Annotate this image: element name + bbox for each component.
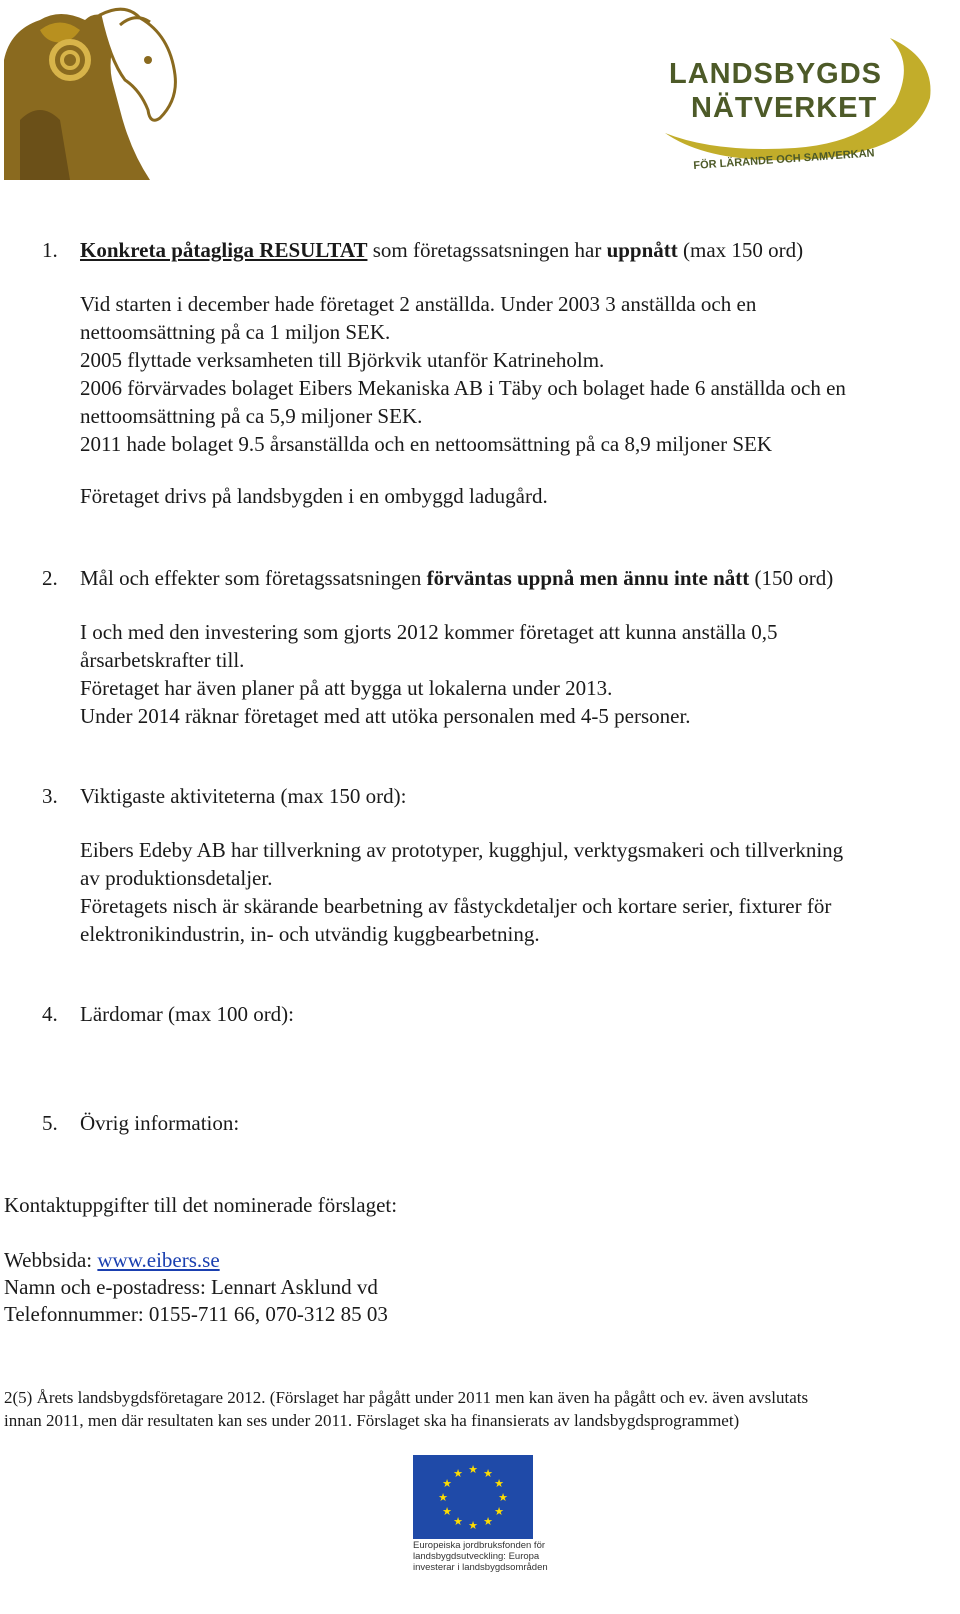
- section-3-heading: [0, 782, 960, 810]
- contact-web-label: Webbsida:: [4, 1248, 98, 1272]
- section-5-heading-text: Övrig information:: [80, 1111, 240, 1135]
- section-1-heading-emphasis: Konkreta påtagliga RESULTAT: [80, 238, 368, 262]
- eu-caption: [413, 1540, 548, 1573]
- section-1-number: 1.: [42, 238, 58, 262]
- logo-title-line1: LANDSBYGDS: [669, 58, 883, 90]
- section-1-line: 2006 förvärvades bolaget Eibers Mekaniska AB i Täby och bolaget hade 6 anställda och en: [80, 376, 846, 400]
- section-1-line: 2011 hade bolaget 9.5 årsanställda och en nettoomsättning på ca 8,9 miljoner SEK: [80, 432, 773, 456]
- section-3-line: Eibers Edeby AB har tillverkning av prototyper, kugghjul, verktygsmakeri och tillverkning: [80, 838, 844, 862]
- section-1-heading-tail: (max 150 ord): [677, 238, 804, 262]
- section-2-line: Under 2014 räknar företaget med att utöka personalen med 4-5 personer.: [80, 704, 691, 728]
- section-1-heading-text: [80, 236, 803, 264]
- footer-note: [4, 1386, 808, 1432]
- svg-text:★: ★: [442, 1477, 452, 1490]
- contact-web: [4, 1246, 220, 1274]
- svg-text:★: ★: [453, 1467, 463, 1480]
- section-5-number: 5.: [42, 1111, 58, 1135]
- section-4-number: 4.: [42, 1002, 58, 1026]
- section-3-line: av produktionsdetaljer.: [80, 866, 273, 890]
- section-3-heading-text: Viktigaste aktiviteterna (max 150 ord):: [80, 784, 407, 808]
- section-3-line: Företagets nisch är skärande bearbetning av fåstyckdetaljer och kortare serier, fixturer för: [80, 894, 832, 918]
- logo-tagline: FÖR LÄRANDE OCH SAMVERKAN: [693, 147, 875, 172]
- eu-caption-line-2: landsbygdsutveckling: Europa: [413, 1551, 540, 1562]
- eu-flag-icon: [413, 1455, 533, 1539]
- section-1-heading-bold: uppnått: [606, 238, 678, 262]
- svg-text:★: ★: [494, 1477, 504, 1490]
- contact-heading: Kontaktuppgifter till det nominerade förslaget:: [4, 1193, 398, 1217]
- section-2-line: Företaget har även planer på att bygga ut lokalerna under 2013.: [80, 676, 613, 700]
- section-2-heading-start: Mål och effekter som företagssatsningen: [80, 566, 427, 590]
- section-2-body: [80, 618, 778, 730]
- section-2-line: I och med den investering som gjorts 2012 kommer företaget att kunna anställa 0,5: [80, 620, 778, 644]
- landsbygdsnatverket-logo: [655, 18, 935, 188]
- section-3-body: [80, 836, 843, 948]
- section-1-line: 2005 flyttade verksamheten till Björkvik utanför Katrineholm.: [80, 348, 605, 372]
- section-1-heading: [0, 236, 960, 264]
- section-1-body: [80, 290, 846, 458]
- logo-title-line2: NÄTVERKET: [691, 92, 878, 124]
- section-1-line: Vid starten i december hade företaget 2 anställda. Under 2003 3 anställda och en: [80, 292, 757, 316]
- website-link[interactable]: www.eibers.se: [97, 1248, 220, 1272]
- eu-caption-line-1: Europeiska jordbruksfonden för: [413, 1540, 546, 1551]
- section-2-heading-tail: (150 ord): [749, 566, 834, 590]
- svg-text:★: ★: [498, 1491, 508, 1504]
- contact-phone: Telefonnummer: 0155-711 66, 070-312 85 03: [4, 1302, 388, 1326]
- svg-text:★: ★: [438, 1491, 448, 1504]
- eu-flag-logo: [413, 1455, 533, 1539]
- section-2-heading-bold: förväntas uppnå men ännu inte nått: [426, 566, 750, 590]
- section-3-number: 3.: [42, 784, 58, 808]
- section-1-heading-mid: som företagssatsningen har: [367, 238, 607, 262]
- section-4-heading-text: Lärdomar (max 100 ord):: [80, 1002, 295, 1026]
- section-4-heading: [0, 1000, 960, 1028]
- ram-illustration: [0, 0, 185, 185]
- svg-text:★: ★: [453, 1515, 463, 1528]
- section-2-line: årsarbetskrafter till.: [80, 648, 245, 672]
- section-1-line: nettoomsättning på ca 1 miljon SEK.: [80, 320, 391, 344]
- section-5-heading: [0, 1109, 960, 1137]
- contact-name: Namn och e-postadress: Lennart Asklund vd: [4, 1275, 378, 1299]
- footer-line-2: innan 2011, men där resultaten kan ses under 2011. Förslaget ska ha finansierats av landsbygdsprogrammet): [4, 1411, 740, 1430]
- section-2-heading: [0, 564, 960, 592]
- section-2-number: 2.: [42, 566, 58, 590]
- svg-text:★: ★: [442, 1505, 452, 1518]
- eu-caption-line-3: investerar i landsbygdsområden: [413, 1562, 548, 1573]
- svg-text:★: ★: [483, 1515, 493, 1528]
- section-1-extra: Företaget drivs på landsbygden i en ombyggd ladugård.: [80, 484, 548, 508]
- svg-text:★: ★: [483, 1467, 493, 1480]
- section-1-line: nettoomsättning på ca 5,9 miljoner SEK.: [80, 404, 423, 428]
- section-3-line: elektronikindustrin, in- och utvändig kuggbearbetning.: [80, 922, 540, 946]
- svg-text:★: ★: [494, 1505, 504, 1518]
- footer-line-1: 2(5) Årets landsbygdsföretagare 2012. (Förslaget har pågått under 2011 men kan även ha pågått och ev. även avslutats: [4, 1388, 809, 1407]
- svg-text:★: ★: [468, 1463, 478, 1476]
- svg-text:★: ★: [468, 1519, 478, 1532]
- section-2-heading-text: [80, 564, 833, 592]
